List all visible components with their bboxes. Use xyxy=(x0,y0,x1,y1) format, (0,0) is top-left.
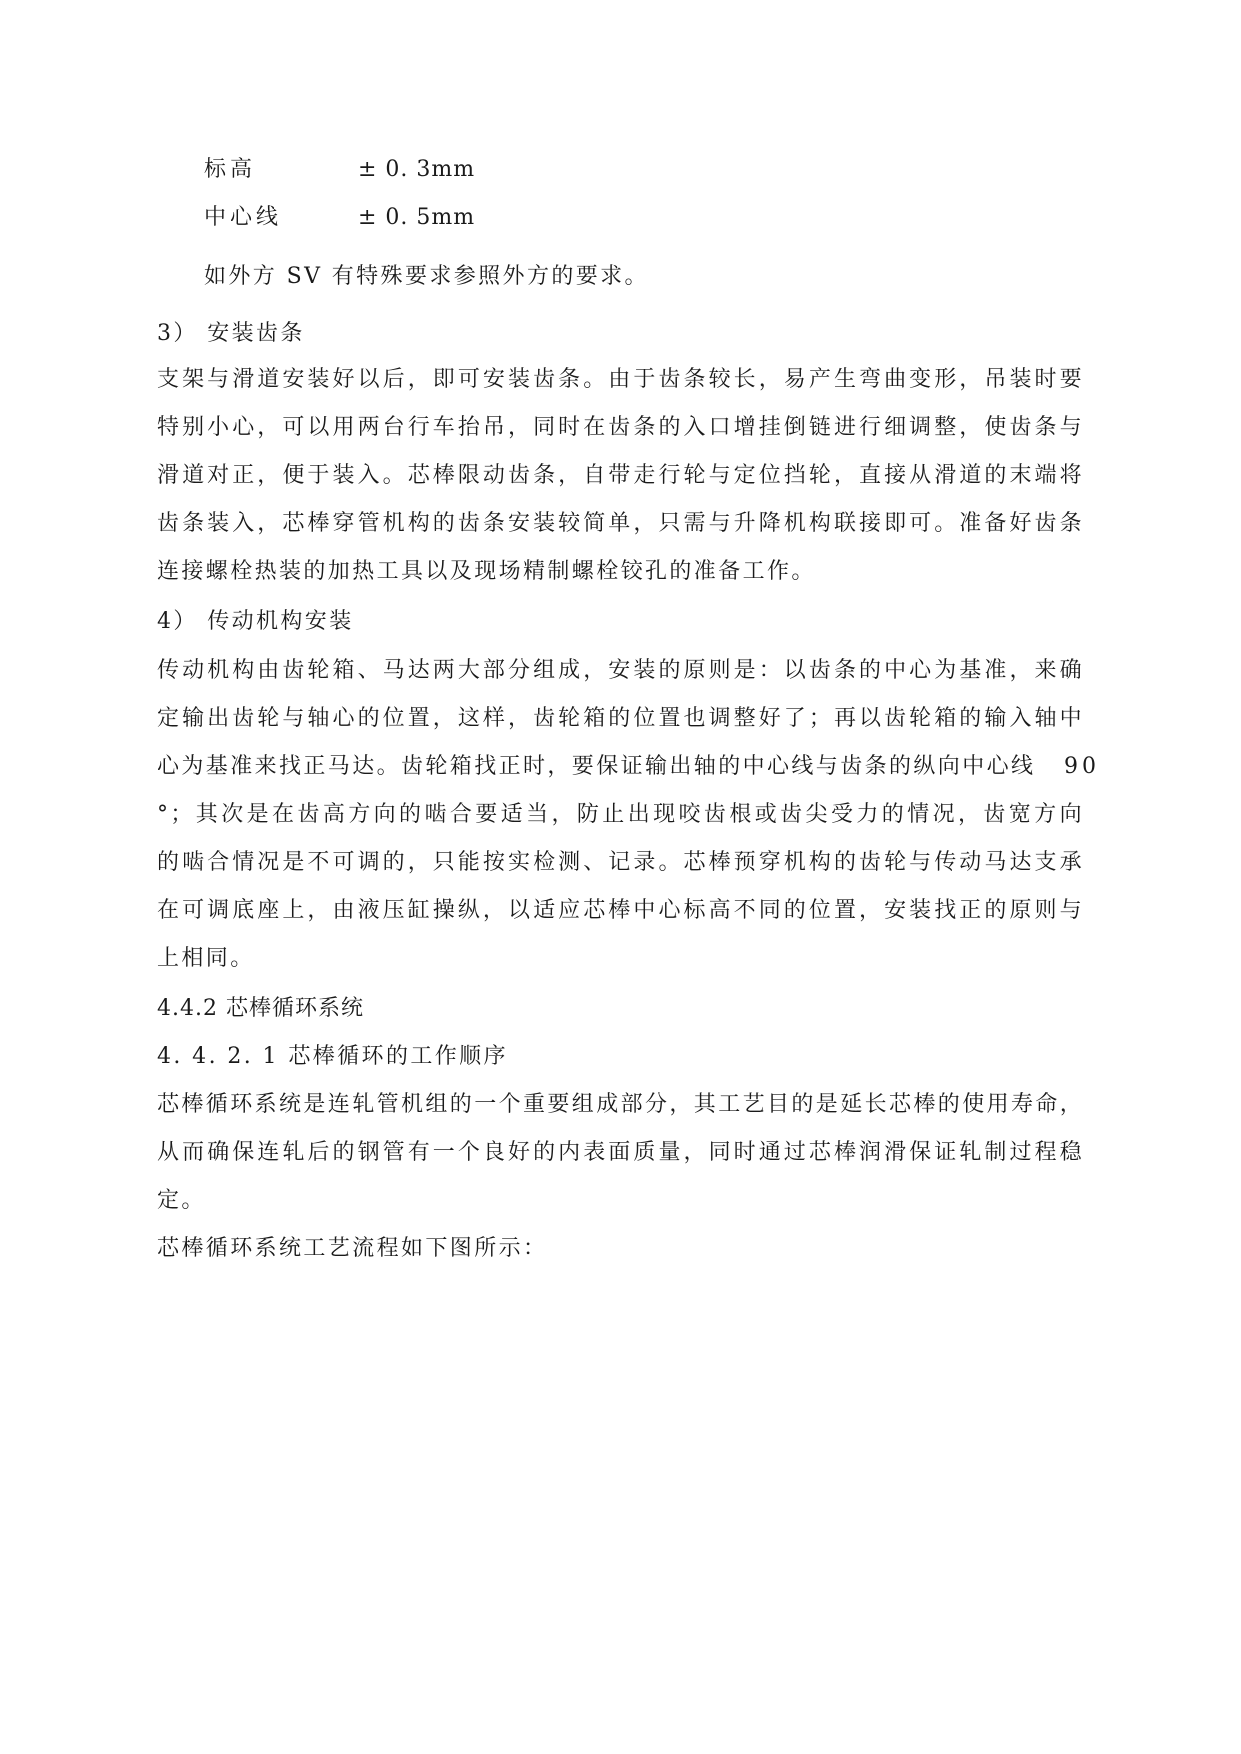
note-line: 如外方 SV 有特殊要求参照外方的要求。 xyxy=(204,264,649,289)
flow-intro-line: 芯棒循环系统工艺流程如下图所示： xyxy=(157,1236,548,1261)
tolerance-name: 中心线 xyxy=(204,205,283,230)
paragraph-line: 支架与滑道安装好以后，即可安装齿条。由于齿条较长，易产生弯曲变形，吊装时要 xyxy=(157,367,1084,392)
paragraph-line: 特别小心，可以用两台行车抬吊，同时在齿条的入口增挂倒链进行细调整，使齿条与 xyxy=(157,415,1084,440)
paragraph-line: 连接螺栓热装的加热工具以及现场精制螺栓铰孔的准备工作。 xyxy=(157,559,816,584)
tolerance-value: ± 0. 5mm xyxy=(358,205,476,230)
section-heading-install-rack: 3） 安装齿条 xyxy=(157,321,305,346)
paragraph-line: °；其次是在齿高方向的啮合要适当，防止出现咬齿根或齿尖受力的情况，齿宽方向 xyxy=(157,802,1084,827)
tolerance-value: ± 0. 3mm xyxy=(358,157,476,182)
section-heading-drive-install: 4） 传动机构安装 xyxy=(157,609,354,634)
paragraph-line: 从而确保连轧后的钢管有一个良好的内表面质量，同时通过芯棒润滑保证轧制过程稳 xyxy=(157,1140,1084,1165)
paragraph-line: 滑道对正，便于装入。芯棒限动齿条，自带走行轮与定位挡轮，直接从滑道的末端将 xyxy=(157,463,1084,488)
section-heading-442: 4.4.2 芯棒循环系统 xyxy=(157,996,364,1021)
paragraph-line: 传动机构由齿轮箱、马达两大部分组成，安装的原则是：以齿条的中心为基准，来确 xyxy=(157,658,1084,683)
paragraph-line: 在可调底座上，由液压缸操纵，以适应芯棒中心标高不同的位置，安装找正的原则与 xyxy=(157,898,1084,923)
paragraph-line: 定。 xyxy=(157,1188,206,1213)
angle-value: 90 xyxy=(1064,754,1100,779)
paragraph-line: 齿条装入，芯棒穿管机构的齿条安装较简单，只需与升降机构联接即可。准备好齿条 xyxy=(157,511,1084,536)
paragraph-line: 定输出齿轮与轴心的位置，这样，齿轮箱的位置也调整好了；再以齿轮箱的输入轴中 xyxy=(157,706,1084,731)
paragraph-line: 芯棒循环系统是连轧管机组的一个重要组成部分，其工艺目的是延长芯棒的使用寿命， xyxy=(157,1092,1085,1117)
paragraph-line: 心为基准来找正马达。齿轮箱找正时，要保证输出轴的中心线与齿条的纵向中心线 xyxy=(157,754,1036,779)
paragraph-line: 上相同。 xyxy=(157,946,255,971)
section-heading-4421: 4. 4. 2. 1 芯棒循环的工作顺序 xyxy=(157,1044,508,1069)
paragraph-line: 的啮合情况是不可调的，只能按实检测、记录。芯棒预穿机构的齿轮与传动马达支承 xyxy=(157,850,1084,875)
tolerance-name: 标高 xyxy=(204,157,257,182)
